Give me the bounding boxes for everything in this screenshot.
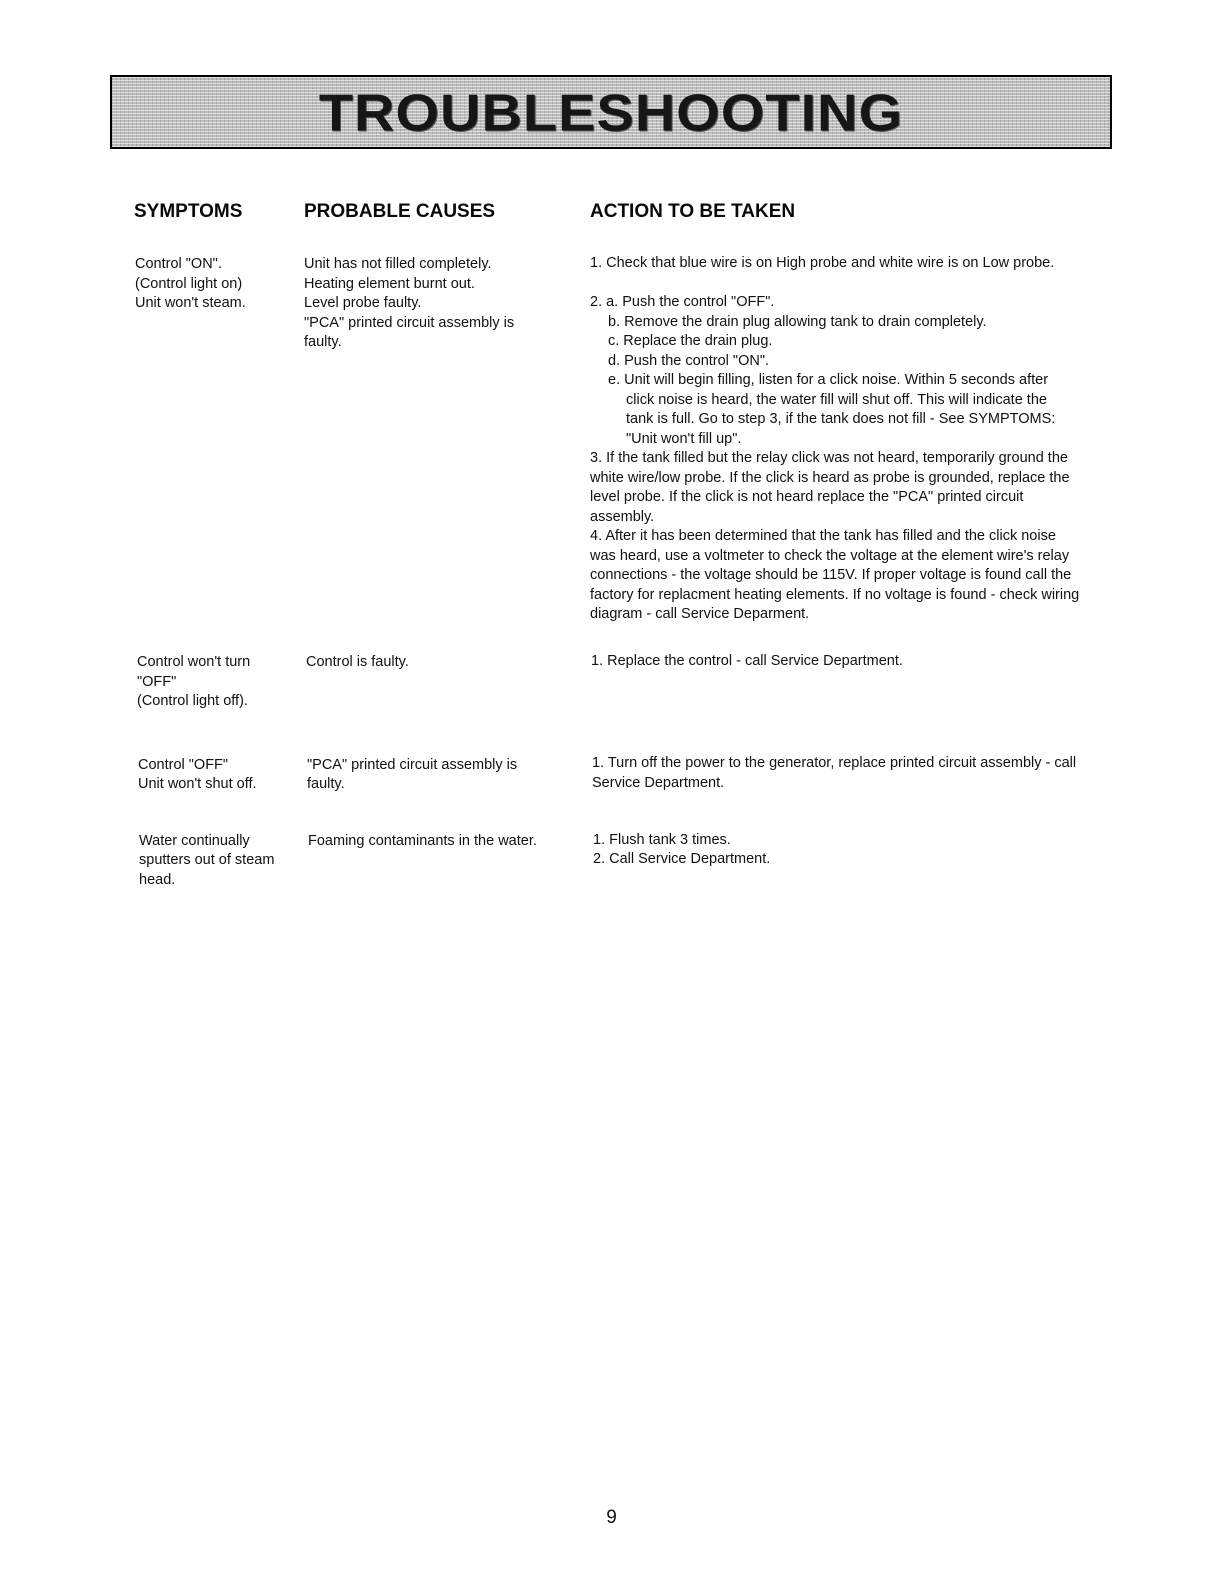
cause-line: Control is faulty. [306,654,409,670]
action-line: b. Remove the drain plug allowing tank to drain completely. [608,314,987,330]
action-line: 1. Turn off the power to the generator, replace printed circuit assembly - call [592,755,1077,771]
action-line: was heard, use a voltmeter to check the voltage at the element wire's relay [590,548,1070,564]
action-line: 4. After it has been determined that the tank has filled and the click noise [590,528,1056,544]
symptom-line: Unit won't shut off. [138,776,257,792]
symptom-line: "OFF" [137,674,177,690]
cause-line: faulty. [307,776,345,792]
symptom-line: Water continually [139,833,250,849]
causes-header: PROBABLE CAUSES [304,201,496,222]
cause-line: "PCA" printed circuit assembly is [304,315,515,331]
actions-header: ACTION TO BE TAKEN [590,201,796,222]
symptom-line: sputters out of steam [139,852,275,868]
cause-line: Heating element burnt out. [304,276,475,292]
action-line: diagram - call Service Deparment. [590,606,810,622]
symptom-line: Control "OFF" [138,757,229,773]
cause-line: faulty. [304,334,342,350]
page-number: 9 [606,1507,617,1528]
action-line: connections - the voltage should be 115V. If proper voltage is found call the [590,567,1072,583]
cause-line: "PCA" printed circuit assembly is [307,757,518,773]
action-line: click noise is heard, the water fill will shut off. This will indicate the [626,392,1047,408]
symptom-line: head. [139,872,176,888]
action-line: d. Push the control "ON". [608,353,770,369]
symptom-line: Control "ON". [135,256,222,272]
symptom-line: (Control light on) [135,276,243,292]
action-line: 2. Call Service Department. [593,851,771,867]
action-line: 3. If the tank filled but the relay click was not heard, temporarily ground the [590,450,1068,466]
action-line: tank is full. Go to step 3, if the tank does not fill - See SYMPTOMS: [626,411,1056,427]
action-line: "Unit won't fill up". [626,431,742,447]
symptom-line: Control won't turn [137,654,251,670]
action-line: e. Unit will begin filling, listen for a click noise. Within 5 seconds after [608,372,1049,388]
symptoms-header: SYMPTOMS [134,201,243,222]
cause-line: Level probe faulty. [304,295,422,311]
action-line: c. Replace the drain plug. [608,333,773,349]
action-line: 1. Flush tank 3 times. [593,832,731,848]
action-line: assembly. [590,509,655,525]
action-line: white wire/low probe. If the click is heard as probe is grounded, replace the [590,470,1070,486]
symptom-line: (Control light off). [137,693,248,709]
action-line: factory for replacment heating elements. If no voltage is found - check wiring [590,587,1080,603]
action-line: Service Department. [592,775,725,791]
action-line: 1. Replace the control - call Service Department. [591,653,903,669]
cause-line: Unit has not filled completely. [304,256,492,272]
symptom-line: Unit won't steam. [135,295,246,311]
action-line: 1. Check that blue wire is on High probe and white wire is on Low probe. [590,255,1055,271]
cause-line: Foaming contaminants in the water. [308,833,537,849]
action-line: level probe. If the click is not heard replace the "PCA" printed circuit [590,489,1024,505]
action-line: 2. a. Push the control "OFF". [590,294,775,310]
title-banner [110,75,1112,149]
page-title: TROUBLESHOOTING [318,83,904,142]
